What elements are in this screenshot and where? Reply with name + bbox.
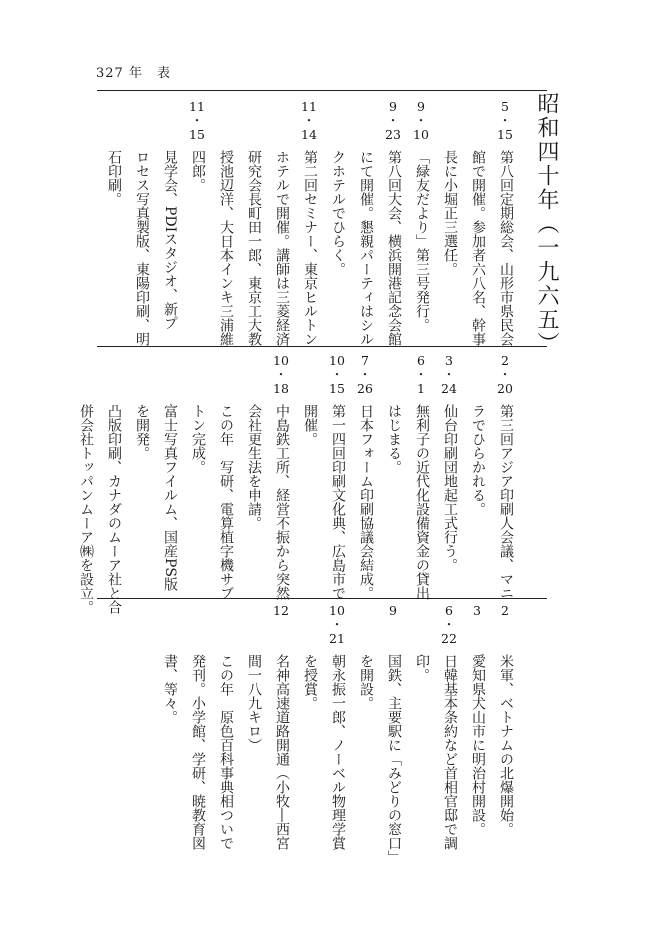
top-line: 第八回定期総会、山形市県民会 <box>498 150 514 346</box>
bottom-date-6: 12 <box>273 603 289 618</box>
top-line: 第二回セミナー、東京ヒルトン <box>302 150 318 346</box>
bottom-date-1: 2 <box>501 603 509 618</box>
mid-line: 富士写真フイルム、国産PS版 <box>162 404 178 592</box>
top-date-5: 11 ・ 15 <box>189 99 205 142</box>
mid-line: 無利子の近代化設備資金の貸出 <box>414 404 430 600</box>
mid-line: 会社更生法を申請。 <box>246 404 262 530</box>
top-line: クホテルでひらく。 <box>330 150 346 276</box>
mid-line: 凸版印刷、カナダのムーア社と合 <box>106 404 122 614</box>
bottom-line: 書、等々。 <box>162 654 178 724</box>
top-date-4: 11 ・ 14 <box>301 99 317 142</box>
bottom-line: 印。 <box>414 654 430 682</box>
bottom-line: 米軍、ベトナムの北爆開始。 <box>498 654 514 836</box>
era-title: 昭和四十年（一九六五） <box>534 92 559 356</box>
bottom-line: 名神高速道路開通（小牧―西宮 <box>274 654 290 850</box>
mid-date-5: 10 ・ 15 <box>329 353 345 396</box>
bottom-date-5: 10 ・ 21 <box>329 603 345 646</box>
bottom-date-4: 9 <box>389 603 397 618</box>
mid-line: 日本フォーム印刷協議会結成。 <box>358 404 374 600</box>
middle-rule <box>97 346 547 347</box>
bottom-line: 日韓基本条約など首相官邸で調 <box>442 654 458 850</box>
bottom-line: 愛知県犬山市に明治村開設。 <box>470 654 486 836</box>
bottom-line: 間一八九キロ） <box>246 654 262 752</box>
bottom-line: を授賞。 <box>302 654 318 710</box>
top-date-2: 9 ・ 10 <box>413 99 429 142</box>
page-header-title: 年 表 <box>128 66 171 81</box>
bottom-date-2: 3 <box>473 603 481 618</box>
mid-date-4: 7 ・ 26 <box>357 353 373 396</box>
top-line: にて開催。懇親パーティはシル <box>358 150 374 346</box>
lower-rule <box>97 598 547 599</box>
top-line: 館で開催。参加者六八名、幹事 <box>470 150 486 346</box>
bottom-line: 発刊。小学館、学研、暁教育図 <box>190 654 206 850</box>
mid-date-1: 2 ・ 20 <box>497 353 513 396</box>
mid-date-2: 3 ・ 24 <box>441 353 457 396</box>
mid-line: 仙台印刷団地起工式行う。 <box>442 404 458 572</box>
mid-date-3: 6 ・ 1 <box>414 353 428 396</box>
mid-line: ラでひらかれる。 <box>470 404 486 516</box>
top-line: 石印刷。 <box>106 150 122 206</box>
mid-line: 第一四回印刷文化典、広島市で <box>330 404 346 600</box>
bottom-date-3: 6 ・ 22 <box>441 603 457 646</box>
top-line: 授池辺洋、大日本インキ三浦維 <box>218 150 234 346</box>
mid-line: を開発。 <box>134 404 150 460</box>
mid-line: 第三回アジア印刷人会議、マニ <box>498 404 514 600</box>
top-line: 「緑友だより」第三号発行。 <box>414 150 430 332</box>
top-line: 長に小堀正三選任。 <box>442 150 458 276</box>
mid-line: 開催。 <box>302 404 318 446</box>
mid-date-6: 10 ・ 18 <box>273 353 289 396</box>
top-line: 四郎。 <box>190 150 206 192</box>
top-line: 見学会、PDIスタジオ、新プ <box>162 150 178 331</box>
mid-line: 併会社トッパンムーア㈱を設立。 <box>78 404 94 614</box>
page-number: 327 <box>96 66 124 81</box>
top-rule <box>97 90 547 91</box>
bottom-line: この年 原色百科事典相ついで <box>218 654 234 850</box>
top-line: ロセス写真製版、東陽印刷、明 <box>134 150 150 346</box>
mid-line: 中島鉄工所、経営不振から突然 <box>274 404 290 600</box>
mid-line: この年 写研、電算植字機サブ <box>218 404 234 600</box>
top-date-1: 5 ・ 15 <box>497 99 513 142</box>
bottom-line: を開設。 <box>358 654 374 710</box>
top-line: 研究会長町田一郎、東京工大教 <box>246 150 262 346</box>
top-line: 第八回大会、横浜開港記念会館 <box>386 150 402 346</box>
page-header <box>96 62 171 81</box>
mid-line: はじまる。 <box>386 404 402 474</box>
bottom-line: 朝永振一郎、ノーベル物理学賞 <box>330 654 346 850</box>
top-line: ホテルで開催。講師は三菱経済 <box>274 150 290 346</box>
mid-line: トン完成。 <box>190 404 206 474</box>
bottom-line: 国鉄、主要駅に「みどりの窓口」 <box>386 654 402 864</box>
top-date-3: 9 ・ 23 <box>385 99 401 142</box>
